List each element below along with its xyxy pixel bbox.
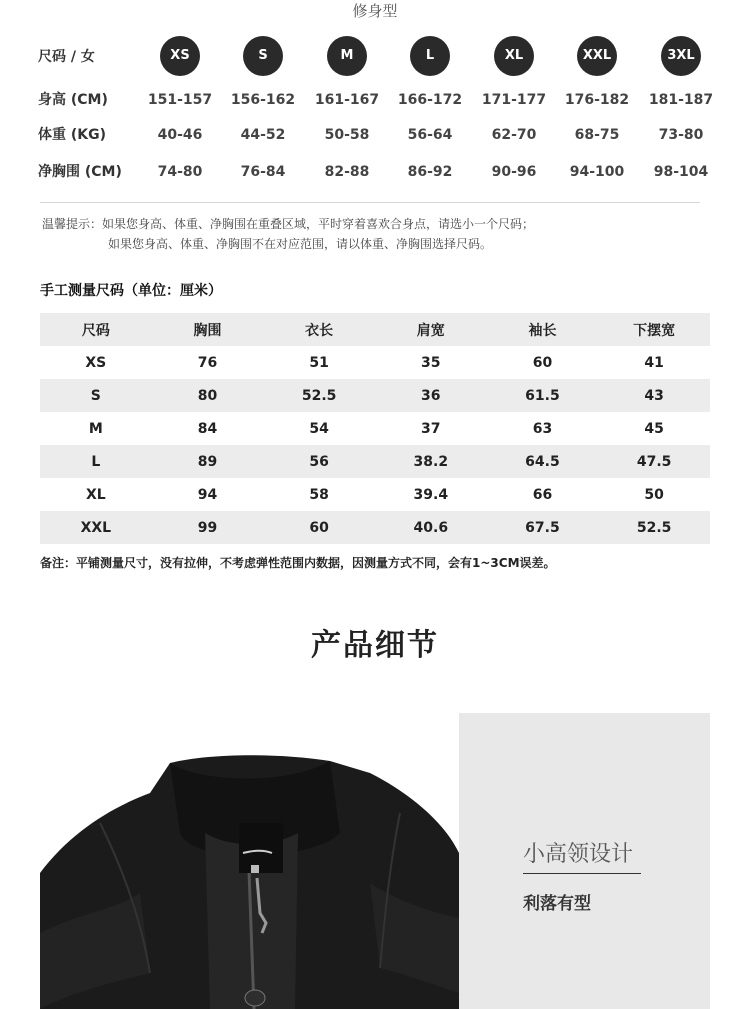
measurement-note: 备注：平铺测量尺寸，没有拉伸，不考虑弹性范围内数据，因测量方式不同，会有1~3CM误差。 bbox=[40, 556, 556, 570]
column-header: 尺码 bbox=[40, 313, 152, 346]
size-cell: 94-100 bbox=[569, 164, 625, 180]
size-header-row bbox=[0, 36, 750, 66]
size-badge-s: S bbox=[243, 36, 283, 76]
table-cell: 60 bbox=[263, 511, 375, 544]
table-row bbox=[40, 412, 710, 445]
tip-line: 如果您身高、体重、净胸围不在对应范围，请以体重、净胸围选择尺码。 bbox=[108, 237, 493, 251]
size-cell: 161-167 bbox=[314, 92, 380, 108]
table-cell: 45 bbox=[644, 420, 664, 437]
column-header: 下摆宽 bbox=[598, 313, 710, 346]
size-cell: 156-162 bbox=[230, 92, 296, 108]
size-row-label: 身高 (CM) bbox=[38, 92, 108, 108]
table-cell: S bbox=[40, 379, 152, 412]
size-cell: 62-70 bbox=[491, 127, 537, 143]
size-cell: 73-80 bbox=[658, 127, 704, 143]
column-header: 胸围 bbox=[152, 313, 264, 346]
table-row bbox=[40, 511, 710, 544]
sizing-tips bbox=[42, 214, 534, 254]
size-cell: 56-64 bbox=[407, 127, 453, 143]
size-cell: 74-80 bbox=[157, 164, 203, 180]
table-cell: 76 bbox=[197, 354, 218, 371]
size-cell: 82-88 bbox=[324, 164, 370, 180]
table-cell: 43 bbox=[598, 379, 710, 412]
table-header-row bbox=[40, 313, 710, 346]
table-cell: 60 bbox=[532, 354, 553, 371]
size-badge-l: L bbox=[410, 36, 450, 76]
detail-feature-title: 小高领设计 bbox=[523, 842, 634, 867]
table-cell: 40.6 bbox=[375, 511, 487, 544]
column-header: 肩宽 bbox=[375, 313, 487, 346]
table-cell: 35 bbox=[421, 354, 441, 371]
table-cell: 52.5 bbox=[263, 379, 375, 412]
size-header-label: 尺码 / 女 bbox=[38, 49, 95, 65]
table-cell: 36 bbox=[375, 379, 487, 412]
table-cell: 63 bbox=[532, 420, 553, 437]
table-cell: M bbox=[88, 420, 103, 437]
size-row-label: 体重 (KG) bbox=[38, 127, 107, 143]
table-cell: 67.5 bbox=[487, 511, 599, 544]
table-cell: XS bbox=[85, 354, 107, 371]
measure-table-title: 手工测量尺码（单位：厘米） bbox=[40, 283, 222, 299]
size-cell: 44-52 bbox=[240, 127, 286, 143]
size-cell: 86-92 bbox=[407, 164, 453, 180]
size-cell: 76-84 bbox=[240, 164, 286, 180]
size-cell: 98-104 bbox=[653, 164, 709, 180]
table-cell: 54 bbox=[309, 420, 329, 437]
size-cell: 90-96 bbox=[491, 164, 537, 180]
table-cell: 99 bbox=[152, 511, 264, 544]
column-header: 衣长 bbox=[263, 313, 375, 346]
jacket-collar-photo bbox=[40, 713, 459, 1009]
size-badge-xxl: XXL bbox=[577, 36, 617, 76]
table-cell: 39.4 bbox=[413, 486, 449, 503]
table-cell: 61.5 bbox=[487, 379, 599, 412]
size-badge-3xl: 3XL bbox=[661, 36, 701, 76]
size-cell: 166-172 bbox=[397, 92, 463, 108]
table-cell: 52.5 bbox=[598, 511, 710, 544]
table-row bbox=[40, 445, 710, 478]
table-cell: XL bbox=[85, 486, 106, 503]
table-cell: 38.2 bbox=[375, 445, 487, 478]
measure-table bbox=[40, 313, 710, 544]
table-cell: 50 bbox=[644, 486, 664, 503]
table-cell: 56 bbox=[263, 445, 375, 478]
table-cell: 64.5 bbox=[487, 445, 599, 478]
divider bbox=[40, 202, 700, 203]
table-cell: 80 bbox=[152, 379, 264, 412]
table-cell: 89 bbox=[152, 445, 264, 478]
table-cell: 51 bbox=[309, 354, 329, 371]
table-cell: 94 bbox=[197, 486, 218, 503]
jacket-illustration bbox=[40, 713, 459, 1009]
table-row bbox=[40, 379, 710, 412]
table-cell: 84 bbox=[197, 420, 218, 437]
table-cell: L bbox=[40, 445, 152, 478]
size-row-label: 净胸围 (CM) bbox=[38, 164, 122, 180]
fit-type-title: 修身型 bbox=[352, 2, 398, 20]
detail-panel bbox=[459, 713, 710, 1009]
table-cell: 41 bbox=[644, 354, 664, 371]
detail-underline bbox=[523, 873, 641, 874]
column-header: 袖长 bbox=[487, 313, 599, 346]
size-cell: 176-182 bbox=[564, 92, 630, 108]
table-row bbox=[40, 478, 710, 511]
size-badge-xs: XS bbox=[160, 36, 200, 76]
table-cell: 58 bbox=[309, 486, 329, 503]
size-cell: 181-187 bbox=[648, 92, 714, 108]
size-row-weight bbox=[0, 120, 750, 150]
table-cell: XXL bbox=[40, 511, 152, 544]
size-badge-xl: XL bbox=[494, 36, 534, 76]
detail-feature-subtitle: 利落有型 bbox=[523, 894, 591, 914]
table-cell: 37 bbox=[421, 420, 441, 437]
size-cell: 151-157 bbox=[147, 92, 213, 108]
size-cell: 68-75 bbox=[574, 127, 620, 143]
table-row bbox=[40, 346, 710, 379]
size-cell: 40-46 bbox=[157, 127, 203, 143]
section-heading: 产品细节 bbox=[311, 628, 439, 663]
size-cell: 171-177 bbox=[481, 92, 547, 108]
size-badge-m: M bbox=[327, 36, 367, 76]
table-cell: 47.5 bbox=[598, 445, 710, 478]
size-row-chest bbox=[0, 157, 750, 187]
size-cell: 50-58 bbox=[324, 127, 370, 143]
table-cell: 66 bbox=[532, 486, 553, 503]
size-row-height bbox=[0, 85, 750, 115]
tip-line: 温馨提示：如果您身高、体重、净胸围在重叠区域，平时穿着喜欢合身点，请选小一个尺码； bbox=[42, 217, 535, 231]
